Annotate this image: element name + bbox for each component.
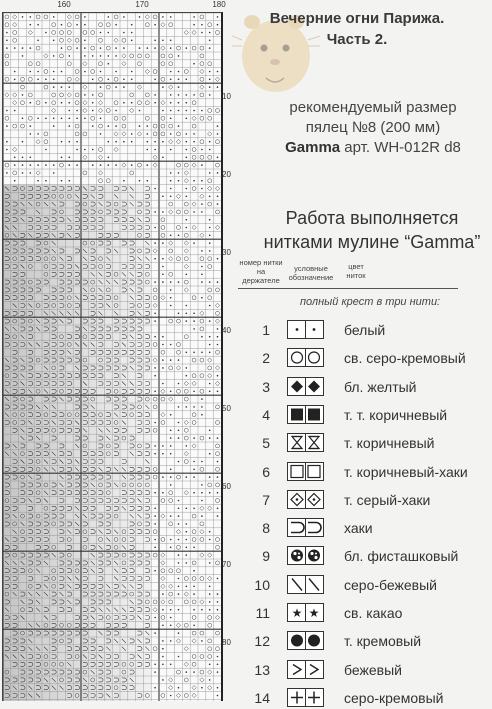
thread-number: 13 <box>254 661 270 678</box>
legend-col-number: номер нитки на держателе <box>239 258 283 285</box>
pattern-title <box>252 8 462 50</box>
stitch-symbol-icon <box>287 575 324 594</box>
legend-divider <box>238 288 458 289</box>
thread-number: 4 <box>262 406 270 423</box>
thread-color-name: белый <box>344 322 386 338</box>
thread-heading-line: Работа выполняется <box>285 208 459 228</box>
title-part: Часть 2. <box>326 31 388 48</box>
row-scale <box>221 12 236 700</box>
stitch-symbol-icon <box>287 518 324 537</box>
thread-number: 6 <box>262 463 270 480</box>
legend-row <box>238 376 490 398</box>
legend-row <box>238 574 490 596</box>
thread-color-name: бл. желтый <box>344 378 417 395</box>
thread-color-name: хаки <box>344 520 373 537</box>
legend-col-symbol: условные обозначение <box>288 264 334 282</box>
stitch-grid <box>2 12 223 701</box>
row-label: 70 <box>222 560 231 569</box>
stitch-symbol-icon <box>287 348 324 367</box>
thread-heading-brand-line: нитками мулине “Gamma” <box>263 232 481 252</box>
thread-number: 3 <box>262 378 270 395</box>
hoop-article <box>258 138 488 158</box>
article-code: арт. WH-012R d8 <box>340 139 461 156</box>
stitch-symbol-icon <box>287 603 324 622</box>
legend-row <box>238 404 490 426</box>
thread-number: 5 <box>262 435 270 452</box>
stitch-symbol-icon <box>287 546 324 565</box>
stitch-symbol-icon <box>287 405 324 424</box>
thread-number: 11 <box>255 605 270 621</box>
thread-color-name: т. серый-хаки <box>344 491 431 508</box>
thread-color-name: св. серо-кремовый <box>344 350 466 367</box>
row-label: 20 <box>222 170 231 179</box>
legend-row <box>238 659 490 681</box>
row-label: 30 <box>222 248 231 257</box>
column-label: 170 <box>135 0 149 9</box>
legend-subtitle: полный крест в три нити: <box>300 296 441 308</box>
legend-row <box>238 319 490 341</box>
thread-heading <box>252 206 492 254</box>
stitch-symbol-icon <box>287 688 324 707</box>
legend-row <box>238 630 490 652</box>
thread-color-name: т. кремовый <box>344 633 422 650</box>
row-label: 10 <box>222 92 231 101</box>
thread-color-name: св. какао <box>344 605 403 621</box>
legend-col-color: цвет ниток <box>346 262 366 280</box>
stitch-symbol-icon <box>287 433 324 452</box>
row-label: 40 <box>222 326 231 335</box>
legend-row <box>238 461 490 483</box>
stitch-symbol-icon <box>287 377 324 396</box>
svg-text:★: ★ <box>291 606 303 620</box>
stitch-symbol-icon <box>287 631 324 650</box>
brand-name: Gamma <box>285 139 341 156</box>
thread-color-name: т. т. коричневый <box>344 406 448 423</box>
hoop-info <box>258 98 488 158</box>
stitch-symbol-icon <box>287 490 324 509</box>
thread-number: 7 <box>262 491 270 508</box>
row-label: 80 <box>222 638 231 647</box>
column-label: 180 <box>212 0 226 9</box>
thread-number: 14 <box>254 689 270 706</box>
thread-color-name: бл. фисташковый <box>344 548 459 565</box>
legend-row <box>238 517 490 539</box>
thread-color-name: серо-кремовый <box>344 689 444 706</box>
title-line: Вечерние огни Парижа. <box>269 10 445 27</box>
thread-color-name: т. коричневый-хаки <box>344 463 468 480</box>
legend-row <box>238 432 490 454</box>
stitch-symbol-icon <box>287 320 324 339</box>
hoop-size-value: пялец №8 (200 мм) <box>305 119 441 136</box>
thread-number: 9 <box>262 548 270 565</box>
stitch-symbol-icon <box>287 462 324 481</box>
thread-color-name: серо-бежевый <box>344 576 437 593</box>
thread-number: 10 <box>254 576 270 593</box>
row-label: 50 <box>222 404 231 413</box>
thread-number: 2 <box>262 350 270 367</box>
row-label: 60 <box>222 482 231 491</box>
legend-row <box>238 347 490 369</box>
hoop-size-label: рекомендуемый размер <box>289 99 457 116</box>
thread-color-name: т. коричневый <box>344 435 435 452</box>
legend-row <box>238 545 490 567</box>
column-label: 160 <box>57 0 71 9</box>
svg-text:★: ★ <box>308 606 320 620</box>
thread-number: 8 <box>262 520 270 537</box>
pattern-chart <box>0 0 236 700</box>
thread-number: 12 <box>254 633 270 650</box>
stitch-symbol-icon <box>287 660 324 679</box>
legend-row <box>238 489 490 511</box>
stitch-grid-canvas <box>3 13 221 701</box>
thread-number: 1 <box>262 322 270 338</box>
thread-color-name: бежевый <box>344 661 402 678</box>
legend-header <box>238 258 478 288</box>
legend-row <box>238 687 490 709</box>
legend-row <box>238 602 490 624</box>
